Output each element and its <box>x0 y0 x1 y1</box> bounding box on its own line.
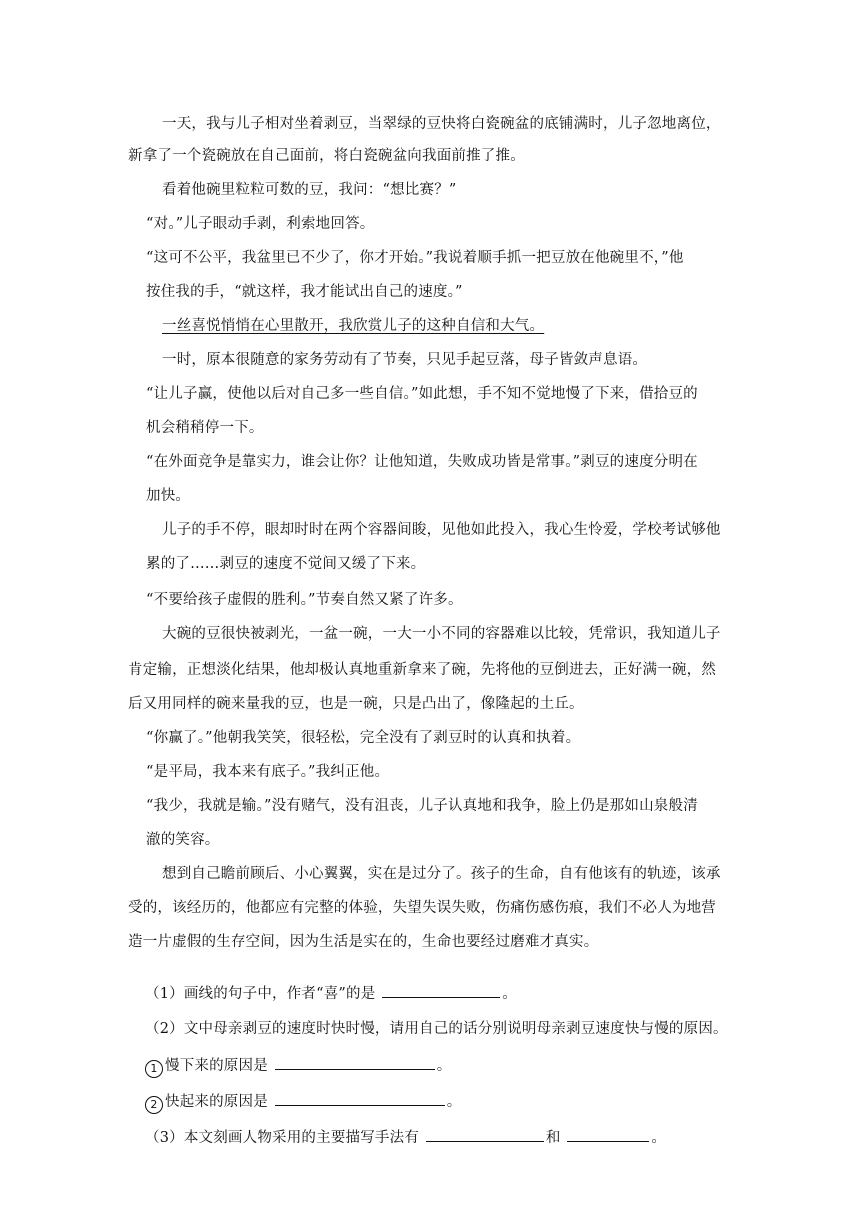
passage-line: 一天，我与儿子相对坐着剥豆，当翠绿的豆快将白瓷碗盆的底铺满时，儿子忽地离位， <box>162 116 721 132</box>
passage-line: “这可不公平，我盆里已不少了，你才开始。”我说着顺手抓一把豆放在他碗里不，”他 <box>146 250 684 266</box>
passage-line: “让儿子赢，使他以后对自己多一些自信。”如此想，手不知不觉地慢了下来，借拾豆的 <box>146 386 698 402</box>
passage-line: 加快。 <box>146 488 191 504</box>
passage-line: “对。”儿子眼动手剥，利索地回答。 <box>146 216 375 232</box>
passage-line: 受的，该经历的，他都应有完整的体验，失望失误失败，伤痛伤感伤痕，我们不必人为地营 <box>128 900 716 916</box>
question-2: （2）文中母亲剥豆的速度时快时慢，请用自己的话分别说明母亲剥豆速度快与慢的原因。 <box>145 1021 728 1037</box>
passage-line: “你赢了。”他朝我笑笑，很轻松，完全没有了剥豆时的认真和执着。 <box>146 730 581 746</box>
passage-line: 新拿了一个瓷碗放在自己面前，将白瓷碗盆向我面前推了推。 <box>128 148 525 164</box>
passage-line: “不要给孩子虚假的胜利。”节奏自然又紧了许多。 <box>146 592 463 608</box>
answer-blank-2a[interactable] <box>275 1055 435 1070</box>
passage-line: “我少，我就是输。”没有赌气，没有沮丧，儿子认真地和我争，脸上仍是那如山泉般清 <box>146 798 698 814</box>
passage-line: 肯定输，正想淡化结果，他却极认真地重新拿来了碗，先将他的豆倒进去，正好满一碗，然 <box>128 662 716 678</box>
passage-line: “是平局，我本来有底子。”我纠正他。 <box>146 764 390 780</box>
passage-line: 澈的笑容。 <box>146 832 220 848</box>
question-1: （1）画线的句子中，作者“喜”的是 。 <box>145 983 755 1004</box>
answer-blank-3b[interactable] <box>567 1127 649 1142</box>
question-2a: 1 慢下来的原因是 。 <box>145 1055 755 1078</box>
passage-line: 累的了……剥豆的速度不觉间又缓了下来。 <box>146 556 426 572</box>
answer-blank-3a[interactable] <box>426 1127 544 1142</box>
passage-line: 儿子的手不停，眼却时时在两个容器间睃，见他如此投入，我心生怜爱，学校考试够他 <box>162 522 721 538</box>
passage-line: 按住我的手，“就这样，我才能试出自己的速度。” <box>146 284 463 300</box>
passage-line: “在外面竞争是靠实力，谁会让你？让他知道，失败成功皆是常事。”剥豆的速度分明在 <box>146 454 698 470</box>
passage-line: 想到自己瞻前顾后、小心翼翼，实在是过分了。孩子的生命，自有他该有的轨迹，该承 <box>162 866 721 882</box>
underlined-sentence: 一丝喜悦悄悄在心里散开，我欣赏儿子的这种自信和大气。 <box>162 318 545 334</box>
question-3: （3）本文刻画人物采用的主要描写手法有 和 。 <box>145 1127 755 1148</box>
passage-line: 大碗的豆很快被剥光，一盆一碗，一大一小不同的容器难以比较，凭常识，我知道儿子 <box>162 626 721 642</box>
passage-line: 一时，原本很随意的家务劳动有了节奏，只见手起豆落，母子皆敛声息语。 <box>162 352 648 368</box>
passage-line: 造一片虚假的生存空间，因为生活是实在的，生命也要经过磨难才真实。 <box>128 934 599 950</box>
answer-blank-2b[interactable] <box>275 1091 445 1106</box>
circled-number-2: 2 <box>145 1096 163 1114</box>
question-2b: 2 快起来的原因是 。 <box>145 1091 755 1114</box>
passage-line: 看着他碗里粒粒可数的豆，我问：“想比赛？” <box>162 182 457 198</box>
passage-line: 后又用同样的碗来量我的豆，也是一碗，只是凸出了，像隆起的土丘。 <box>128 696 584 712</box>
passage-line: 机会稍稍停一下。 <box>146 420 264 436</box>
circled-number-1: 1 <box>145 1060 163 1078</box>
answer-blank-1[interactable] <box>382 983 500 998</box>
